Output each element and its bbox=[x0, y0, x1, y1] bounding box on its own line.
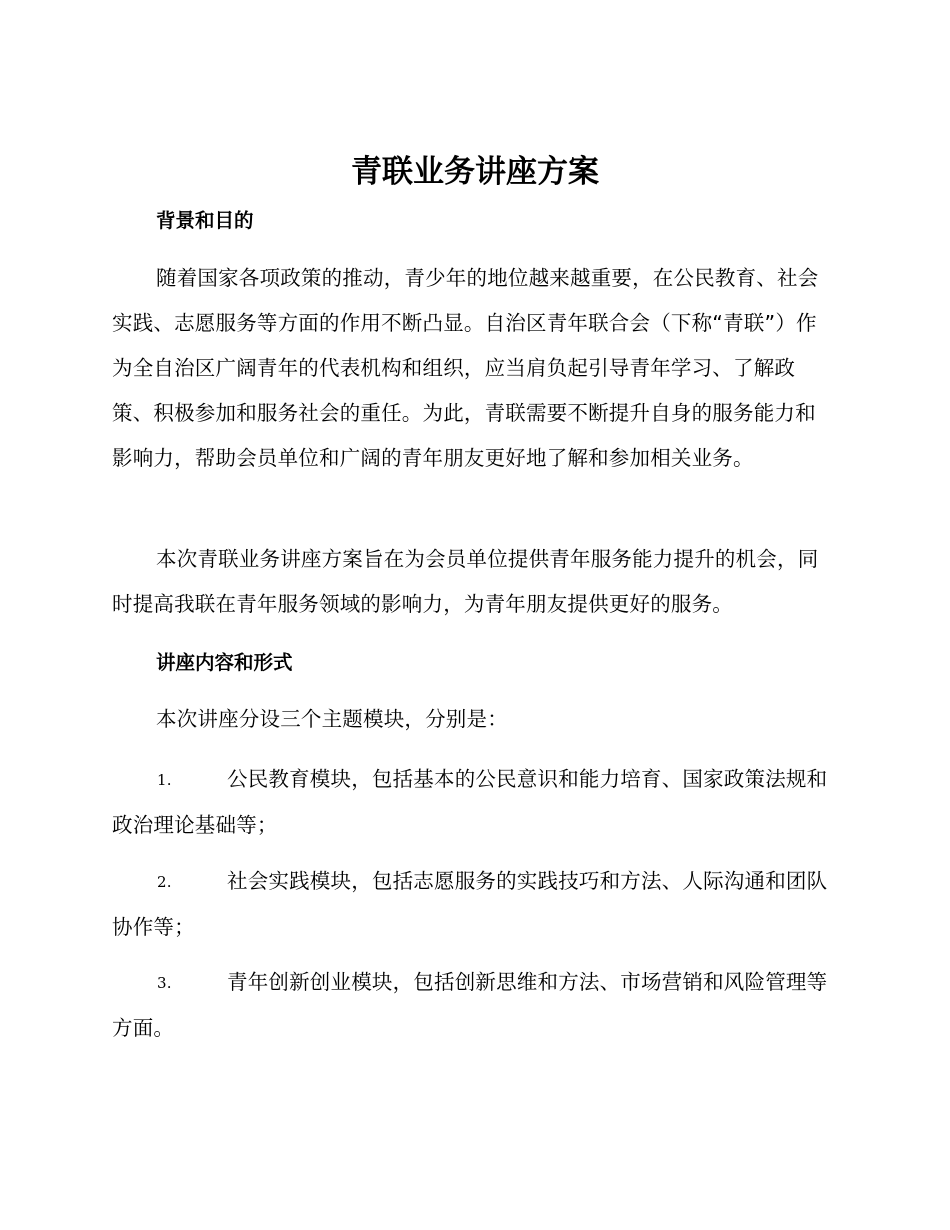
list-item bbox=[112, 757, 834, 848]
list-item-text: 社会实践模块，包括志愿服务的实践技巧和方法、人际沟通和团队协作等； bbox=[112, 869, 828, 939]
paragraph-intro: 本次讲座分设三个主题模块，分别是： bbox=[156, 707, 508, 731]
list-item bbox=[112, 960, 834, 1051]
list-item-number: 3. bbox=[157, 974, 172, 992]
list-item-number: 2. bbox=[157, 873, 172, 891]
list-item bbox=[112, 859, 834, 950]
paragraph-background: 随着国家各项政策的推动，青少年的地位越来越重要，在公民教育、社会实践、志愿服务等方面的作用不断凸显。自治区青年联合会（下称“青联”）作为全自治区广阔青年的代表机构和组织，应当肩负起引导青年学习、了解政策、积极参加和服务社会的重任。为此，青联需要不断提升自身的服务能力和影响力，帮助会员单位和广阔的青年朋友更好地了解和参加相关业务。 bbox=[112, 266, 819, 470]
section-heading-background: 背景和目的 bbox=[156, 209, 254, 232]
list-item-text: 公民教育模块，包括基本的公民意识和能力培育、国家政策法规和政治理论基础等； bbox=[112, 767, 828, 837]
paragraph-purpose: 本次青联业务讲座方案旨在为会员单位提供青年服务能力提升的机会，同时提高我联在青年服务领域的影响力，为青年朋友提供更好的服务。 bbox=[112, 547, 819, 616]
list-item-number: 1. bbox=[157, 771, 172, 789]
list-item-text: 青年创新创业模块，包括创新思维和方法、市场营销和风险管理等方面。 bbox=[112, 970, 828, 1040]
section-heading-content: 讲座内容和形式 bbox=[156, 651, 293, 674]
document-title: 青联业务讲座方案 bbox=[351, 154, 599, 190]
